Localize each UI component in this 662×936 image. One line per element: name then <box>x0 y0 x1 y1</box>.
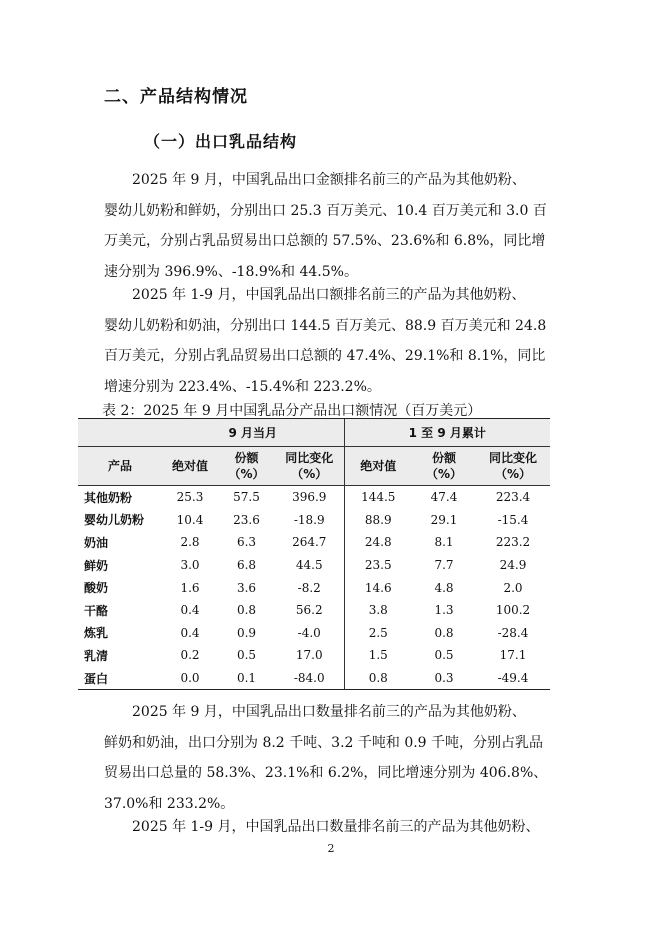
paragraph-1 <box>104 165 566 287</box>
value-cell: 3.0 <box>180 558 200 573</box>
value-cell: 4.8 <box>434 580 454 595</box>
col-header-share-ytd: 份额 （%） <box>412 447 476 486</box>
value-cell: 44.5 <box>295 558 323 573</box>
table-row <box>78 599 550 622</box>
export-table <box>78 418 550 690</box>
paragraph-line: 贸易出口总量的 58.3%、23.1%和 6.2%，同比增速分别为 406.8%、 <box>104 765 548 781</box>
value-cell: 0.4 <box>180 625 200 640</box>
paragraph-2 <box>104 280 566 402</box>
value-cell: 24.9 <box>499 558 527 573</box>
paragraph-line: 2025 年 9 月，中国乳品出口数量排名前三的产品为其他奶粉、 <box>132 704 526 720</box>
value-cell: 56.2 <box>295 603 323 618</box>
value-cell: -15.4 <box>497 512 529 527</box>
value-cell: 0.8 <box>434 625 454 640</box>
value-cell: 88.9 <box>344 509 412 532</box>
value-cell: -49.4 <box>476 667 550 690</box>
product-name-cell: 奶油 <box>84 535 109 550</box>
value-cell: 2.0 <box>503 580 523 595</box>
paragraph-line: 鲜奶和奶油，出口分别为 8.2 千吨、3.2 千吨和 0.9 千吨，分别占乳品 <box>104 734 544 751</box>
group-header-month: 9 月当月 <box>162 419 344 447</box>
table-row <box>78 486 550 509</box>
value-cell: -4.0 <box>297 625 321 640</box>
product-name-cell: 炼乳 <box>84 626 109 641</box>
table-caption: 表 2：2025 年 9 月中国乳品分产品出口额情况（百万美元） <box>102 403 482 419</box>
table-column-header-row <box>78 447 550 486</box>
table-row <box>78 644 550 667</box>
value-cell: -8.2 <box>297 580 321 595</box>
value-cell: -18.9 <box>293 512 325 527</box>
value-cell: 3.6 <box>236 580 257 595</box>
value-cell: 24.8 <box>344 531 412 554</box>
value-cell: 2.5 <box>344 622 412 645</box>
product-name-cell: 婴幼儿奶粉 <box>84 513 145 528</box>
value-cell: 29.1 <box>430 512 458 527</box>
table-row <box>78 667 550 690</box>
value-cell: 0.1 <box>218 667 275 690</box>
value-cell: 1.6 <box>180 580 200 595</box>
value-cell: 10.4 <box>176 512 204 527</box>
table-row <box>78 509 550 532</box>
col-header-value-ytd: 绝对值 <box>344 447 412 486</box>
product-name-cell: 乳清 <box>84 648 109 663</box>
paragraph-line: 万美元，分别占乳品贸易出口总额的 57.5%、23.6%和 6.8%，同比增 <box>104 233 546 249</box>
paragraph-line: 婴幼儿奶粉和奶油，分别出口 144.5 百万美元、88.9 百万美元和 24.8 <box>104 317 547 334</box>
value-cell: 396.9 <box>292 490 327 505</box>
value-cell: 1.5 <box>344 644 412 667</box>
value-cell: 17.0 <box>295 648 323 663</box>
value-cell: 8.1 <box>434 535 454 550</box>
product-name-cell: 鲜奶 <box>84 558 109 573</box>
value-cell: 0.0 <box>162 667 218 690</box>
product-name-cell: 其他奶粉 <box>84 490 133 505</box>
col-header-product: 产品 <box>78 447 162 486</box>
product-name-cell: 蛋白 <box>78 667 162 690</box>
value-cell: 7.7 <box>434 558 454 573</box>
table-row <box>78 554 550 577</box>
product-name-cell: 干酪 <box>84 603 109 618</box>
value-cell: 144.5 <box>344 486 412 509</box>
value-cell: 0.5 <box>434 648 454 663</box>
value-cell: 17.1 <box>499 648 527 663</box>
paragraph-line: 2025 年 9 月，中国乳品出口金额排名前三的产品为其他奶粉、 <box>132 172 526 188</box>
paragraph-line: 速分别为 396.9%、-18.9%和 44.5%。 <box>104 263 358 280</box>
section-heading: 二、产品结构情况 <box>104 87 248 107</box>
group-header-ytd: 1 至 9 月累计 <box>344 419 550 447</box>
paragraph-line: 增速分别为 223.4%、-15.4%和 223.2%。 <box>104 378 381 395</box>
col-header-share: 份额 （%） <box>218 447 275 486</box>
subsection-heading: （一）出口乳品结构 <box>144 132 298 151</box>
value-cell: 6.3 <box>236 535 257 550</box>
col-header-value: 绝对值 <box>162 447 218 486</box>
value-cell: 0.8 <box>236 603 257 618</box>
table-header-cell <box>78 419 162 447</box>
value-cell: 223.2 <box>495 535 531 550</box>
table-group-header-row <box>78 419 550 447</box>
value-cell: 1.3 <box>434 603 454 618</box>
value-cell: 2.8 <box>180 535 200 550</box>
paragraph-line: 37.0%和 233.2%。 <box>104 795 235 812</box>
col-header-yoy: 同比变化 （%） <box>275 447 344 486</box>
table-row <box>78 531 550 554</box>
paragraph-line: 2025 年 1-9 月，中国乳品出口数量排名前三的产品为其他奶粉、 <box>132 819 540 835</box>
value-cell: 100.2 <box>495 603 531 618</box>
page-number: 2 <box>327 842 335 855</box>
value-cell: 3.8 <box>344 599 412 622</box>
value-cell: 57.5 <box>233 490 260 505</box>
table-row <box>78 576 550 599</box>
value-cell: 25.3 <box>176 490 204 505</box>
value-cell: 6.8 <box>236 558 257 573</box>
product-name-cell: 酸奶 <box>84 581 109 596</box>
value-cell: 0.8 <box>344 667 412 690</box>
paragraph-4 <box>104 812 566 843</box>
value-cell: 23.5 <box>344 554 412 577</box>
paragraph-line: 婴幼儿奶粉和鲜奶，分别出口 25.3 百万美元、10.4 百万美元和 3.0 百 <box>104 202 547 219</box>
paragraph-line: 2025 年 1-9 月，中国乳品出口额排名前三的产品为其他奶粉、 <box>132 287 526 303</box>
value-cell: 0.4 <box>180 603 200 618</box>
value-cell: 47.4 <box>430 490 458 505</box>
paragraph-3 <box>104 697 566 819</box>
value-cell: 223.4 <box>495 490 531 505</box>
value-cell: 264.7 <box>292 535 327 550</box>
table-row <box>78 622 550 645</box>
value-cell: 0.2 <box>180 648 200 663</box>
value-cell: 0.5 <box>236 648 257 663</box>
value-cell: -28.4 <box>497 625 529 640</box>
value-cell: 0.3 <box>412 667 476 690</box>
col-header-yoy-ytd: 同比变化 （%） <box>476 447 550 486</box>
value-cell: -84.0 <box>275 667 344 690</box>
value-cell: 0.9 <box>236 625 257 640</box>
value-cell: 14.6 <box>344 576 412 599</box>
value-cell: 23.6 <box>233 512 260 527</box>
paragraph-line: 百万美元，分别占乳品贸易出口总额的 47.4%、29.1%和 8.1%，同比 <box>104 348 546 364</box>
